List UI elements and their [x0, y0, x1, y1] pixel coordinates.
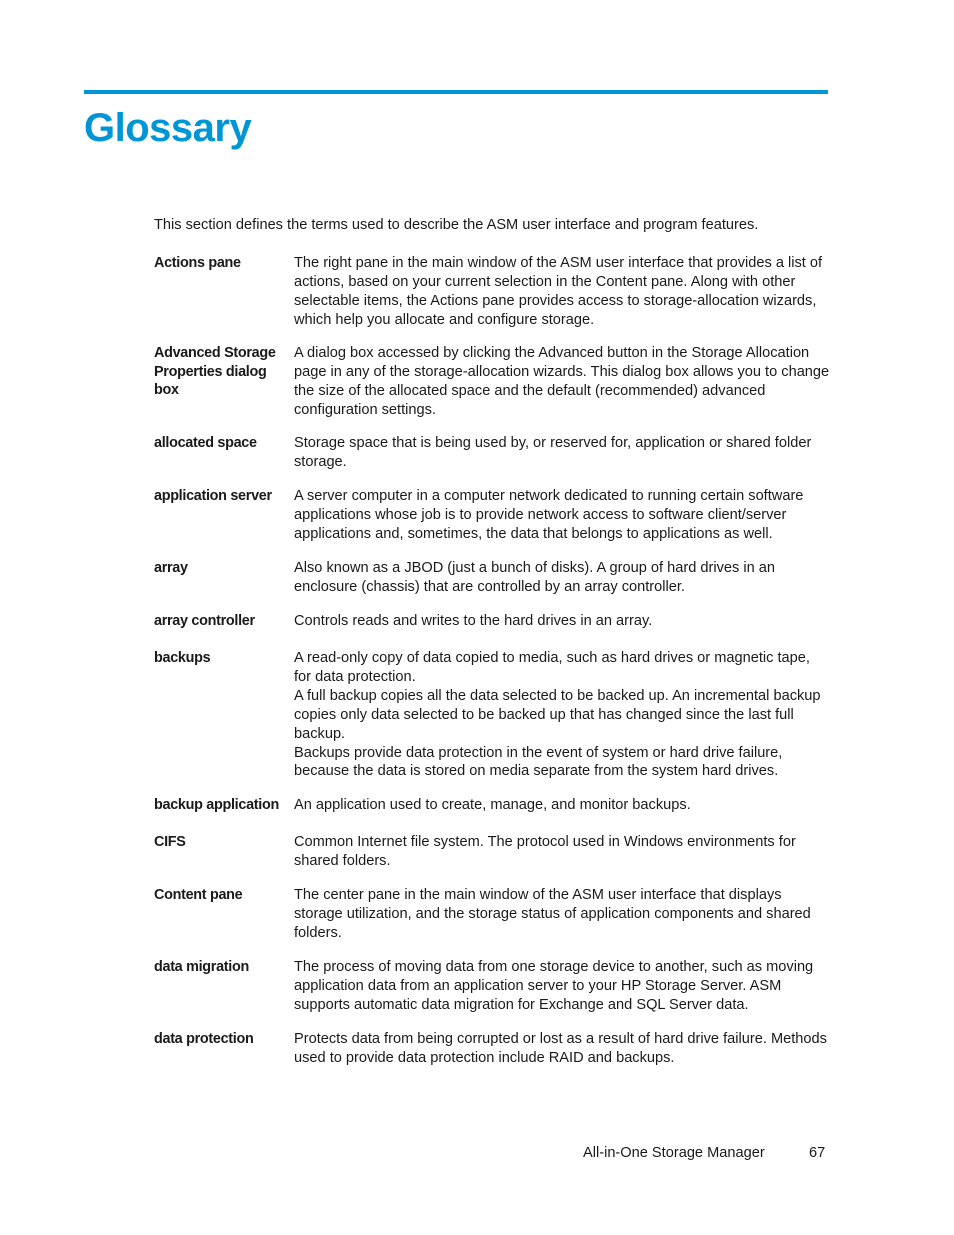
definition-paragraph: Controls reads and writes to the hard drives in an array. — [294, 613, 653, 629]
definition-paragraph: The process of moving data from one storage device to another, such as moving application data from an application server to your HP Storage Server. ASM supports automatic data migration for Exchange and SQL Server data. — [294, 959, 814, 1013]
definition-paragraph: A server computer in a computer network dedicated to running certain software applications whose job is to provide network access to software client/server applications and, sometimes, the data that belongs to applications as well. — [294, 488, 804, 542]
definition-paragraph: The right pane in the main window of the ASM user interface that provides a list of actions, based on your current selection in the Content pane. Along with other selectable items, the Actions pane provides access to storage-allocation wizards, which help you allocate and configure storage. — [294, 255, 823, 328]
glossary-term: application server — [154, 488, 272, 504]
glossary-definition — [294, 487, 830, 544]
glossary-term: array controller — [154, 613, 255, 629]
title-rule — [84, 90, 828, 94]
glossary-definition — [294, 833, 830, 871]
definition-paragraph: Backups provide data protection in the event of system or hard drive failure, because the data is stored on media separate from the system hard drives. — [294, 744, 783, 780]
glossary-term: array — [154, 560, 188, 576]
glossary-term: data migration — [154, 959, 249, 975]
glossary-term: Advanced Storage Properties dialog box — [154, 345, 276, 399]
definition-paragraph: Common Internet file system. The protocol used in Windows environments for shared folders. — [294, 834, 796, 869]
definition-paragraph: A full backup copies all the data selected to be backed up. An incremental backup copies only data selected to be backed up that has changed since the last full backup. — [294, 687, 821, 742]
glossary-definition — [294, 1030, 830, 1068]
glossary-term: CIFS — [154, 834, 186, 850]
glossary-definition — [294, 958, 830, 1015]
glossary-definition — [294, 649, 830, 781]
footer-page-number: 67 — [809, 1145, 826, 1161]
definition-paragraph: The center pane in the main window of the ASM user interface that displays storage utilization, and the storage status of application components and shared folders. — [294, 887, 811, 941]
page-title: Glossary — [84, 106, 252, 150]
glossary-term: allocated space — [154, 435, 257, 451]
definition-paragraph: A read-only copy of data copied to media, such as hard drives or magnetic tape, for data protection. — [294, 650, 810, 685]
glossary-definition — [294, 254, 830, 330]
glossary-definition — [294, 886, 830, 943]
definition-paragraph: Storage space that is being used by, or reserved for, application or shared folder storage. — [294, 435, 812, 470]
definition-paragraph: An application used to create, manage, and monitor backups. — [294, 797, 691, 813]
glossary-term: backups — [154, 650, 211, 666]
definition-paragraph: Protects data from being corrupted or lost as a result of hard drive failure. Methods used to provide data protection include RAID and backups. — [294, 1031, 827, 1066]
glossary-term: Actions pane — [154, 255, 241, 271]
glossary-definition — [294, 796, 830, 815]
glossary-definition — [294, 344, 830, 420]
intro-text: This section defines the terms used to describe the ASM user interface and program features. — [154, 217, 759, 233]
glossary-definition — [294, 434, 830, 472]
glossary-definition — [294, 612, 830, 631]
glossary-term: backup application — [154, 797, 279, 813]
definition-paragraph: A dialog box accessed by clicking the Advanced button in the Storage Allocation page in any of the storage-allocation wizards. This dialog box allows you to change the size of the allocated space and the default (recommended) advanced configuration settings. — [294, 345, 830, 418]
definition-paragraph: Also known as a JBOD (just a bunch of disks). A group of hard drives in an enclosure (chassis) that are controlled by an array controller. — [294, 560, 776, 595]
footer-document-title: All-in-One Storage Manager — [583, 1145, 765, 1161]
glossary-term: Content pane — [154, 887, 243, 903]
glossary-term: data protection — [154, 1031, 254, 1047]
glossary-definition — [294, 559, 830, 597]
